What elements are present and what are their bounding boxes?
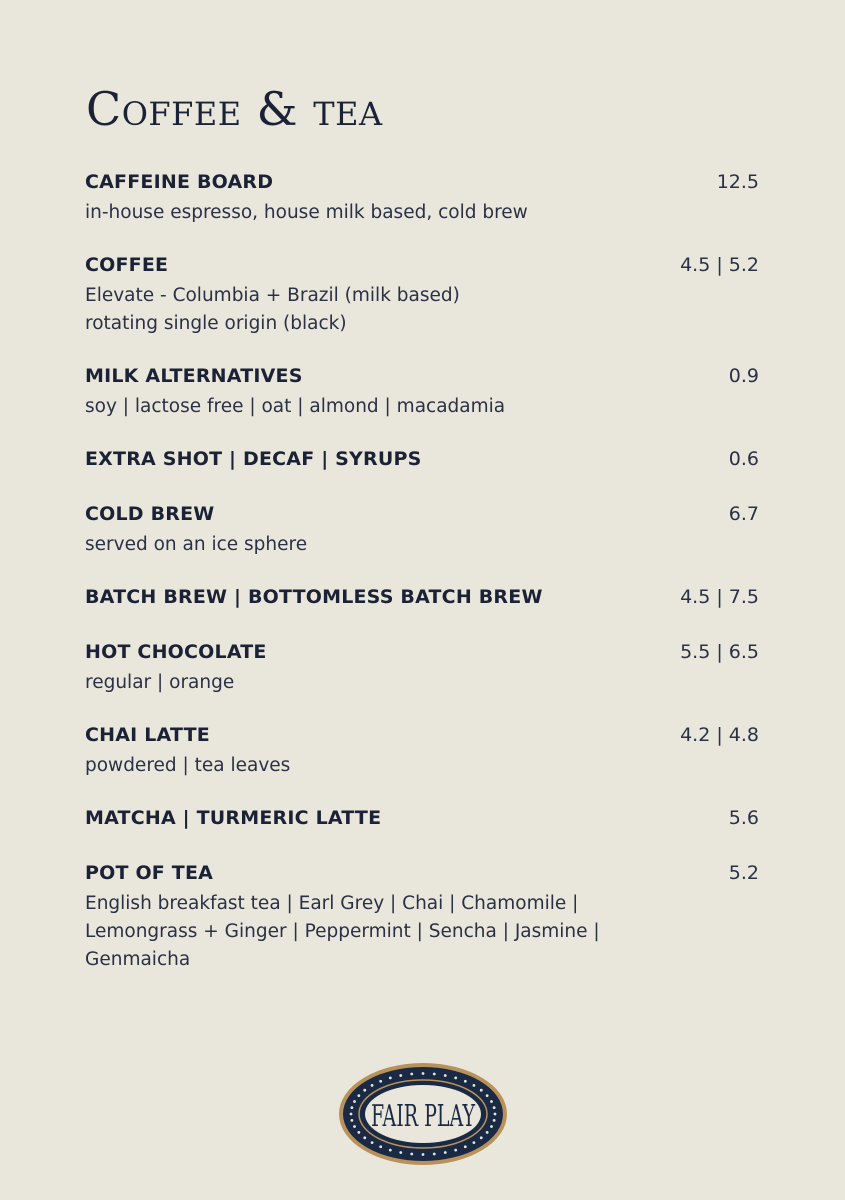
logo-dot: [389, 1077, 392, 1080]
logo-dot: [353, 1125, 356, 1128]
logo-dot: [480, 1136, 483, 1139]
item-name: CAFFEINE BOARD: [85, 171, 274, 193]
logo-text: FAIR PLAY: [371, 1099, 476, 1134]
item-description: Elevate - Columbia + Brazil (milk based): [85, 285, 460, 306]
logo-dot: [371, 1084, 374, 1087]
logo-dot: [379, 1080, 382, 1083]
item-price: 5.2: [728, 862, 759, 884]
menu-title: Coffee & tea: [86, 82, 383, 136]
menu-item: [85, 171, 759, 227]
item-description: Genmaicha: [85, 949, 191, 970]
item-price: 5.5 | 6.5: [680, 641, 759, 663]
logo-dot: [494, 1113, 497, 1116]
logo-dot: [486, 1131, 489, 1134]
item-name: MATCHA | TURMERIC LATTE: [85, 807, 382, 829]
logo-dot: [493, 1106, 496, 1109]
menu-item: [85, 641, 759, 697]
logo-dot: [490, 1100, 493, 1103]
menu-list: [85, 171, 759, 1001]
logo-dot: [486, 1094, 489, 1097]
item-name: EXTRA SHOT | DECAF | SYRUPS: [85, 448, 422, 470]
logo-dot: [454, 1149, 457, 1152]
logo-dot: [350, 1113, 353, 1116]
logo-dot: [444, 1151, 447, 1154]
item-description: English breakfast tea | Earl Grey | Chai | Chamomile |: [85, 893, 579, 914]
item-price: 4.2 | 4.8: [680, 724, 759, 746]
item-price: 0.9: [728, 365, 759, 387]
item-description: powdered | tea leaves: [85, 755, 291, 776]
menu-item: [85, 365, 759, 421]
item-name: CHAI LATTE: [85, 724, 210, 746]
logo-dot: [357, 1094, 360, 1097]
logo-dot: [464, 1145, 467, 1148]
menu-item: [85, 807, 759, 835]
menu-item: [85, 448, 759, 476]
item-name: COLD BREW: [85, 503, 215, 525]
item-description: Lemongrass + Ginger | Peppermint | Sencha | Jasmine |: [85, 921, 600, 942]
item-description: regular | orange: [85, 672, 235, 693]
item-price: 6.7: [728, 503, 759, 525]
logo-dot: [357, 1131, 360, 1134]
logo-dot: [371, 1141, 374, 1144]
item-name: MILK ALTERNATIVES: [85, 365, 303, 387]
item-name: POT OF TEA: [85, 862, 214, 884]
logo-dot: [433, 1153, 436, 1156]
logo-dot: [433, 1073, 436, 1076]
logo-dot: [363, 1089, 366, 1092]
item-price: 0.6: [728, 448, 759, 470]
menu-item: [85, 586, 759, 614]
item-description: served on an ice sphere: [85, 534, 308, 555]
item-name: HOT CHOCOLATE: [85, 641, 267, 663]
item-name: BATCH BREW | BOTTOMLESS BATCH BREW: [85, 586, 543, 608]
logo-dot: [422, 1153, 425, 1156]
logo-dot: [363, 1136, 366, 1139]
item-price: 5.6: [728, 807, 759, 829]
item-description: in-house espresso, house milk based, cold brew: [85, 202, 528, 223]
item-price: 4.5 | 5.2: [680, 254, 759, 276]
item-name: COFFEE: [85, 254, 169, 276]
item-price: 12.5: [716, 171, 759, 193]
menu-item: [85, 862, 759, 974]
logo-dot: [493, 1119, 496, 1122]
logo-dot: [399, 1074, 402, 1077]
logo-dot: [399, 1151, 402, 1154]
menu-item: [85, 254, 759, 338]
logo-dot: [422, 1072, 425, 1075]
logo-dot: [490, 1125, 493, 1128]
logo-dot: [454, 1077, 457, 1080]
fair-play-logo: [337, 1060, 509, 1168]
logo-dot: [350, 1106, 353, 1109]
item-price: 4.5 | 7.5: [680, 586, 759, 608]
logo-dot: [473, 1084, 476, 1087]
logo-dot: [353, 1100, 356, 1103]
logo-dot: [410, 1073, 413, 1076]
logo-dot: [444, 1074, 447, 1077]
logo-dot: [389, 1149, 392, 1152]
logo-dot: [473, 1141, 476, 1144]
logo-dot: [410, 1153, 413, 1156]
menu-item: [85, 724, 759, 780]
menu-item: [85, 503, 759, 559]
item-description: soy | lactose free | oat | almond | macadamia: [85, 396, 506, 417]
item-description: rotating single origin (black): [85, 313, 347, 334]
logo-dot: [379, 1145, 382, 1148]
logo-dot: [350, 1119, 353, 1122]
logo-dot: [480, 1089, 483, 1092]
logo-dot: [464, 1080, 467, 1083]
